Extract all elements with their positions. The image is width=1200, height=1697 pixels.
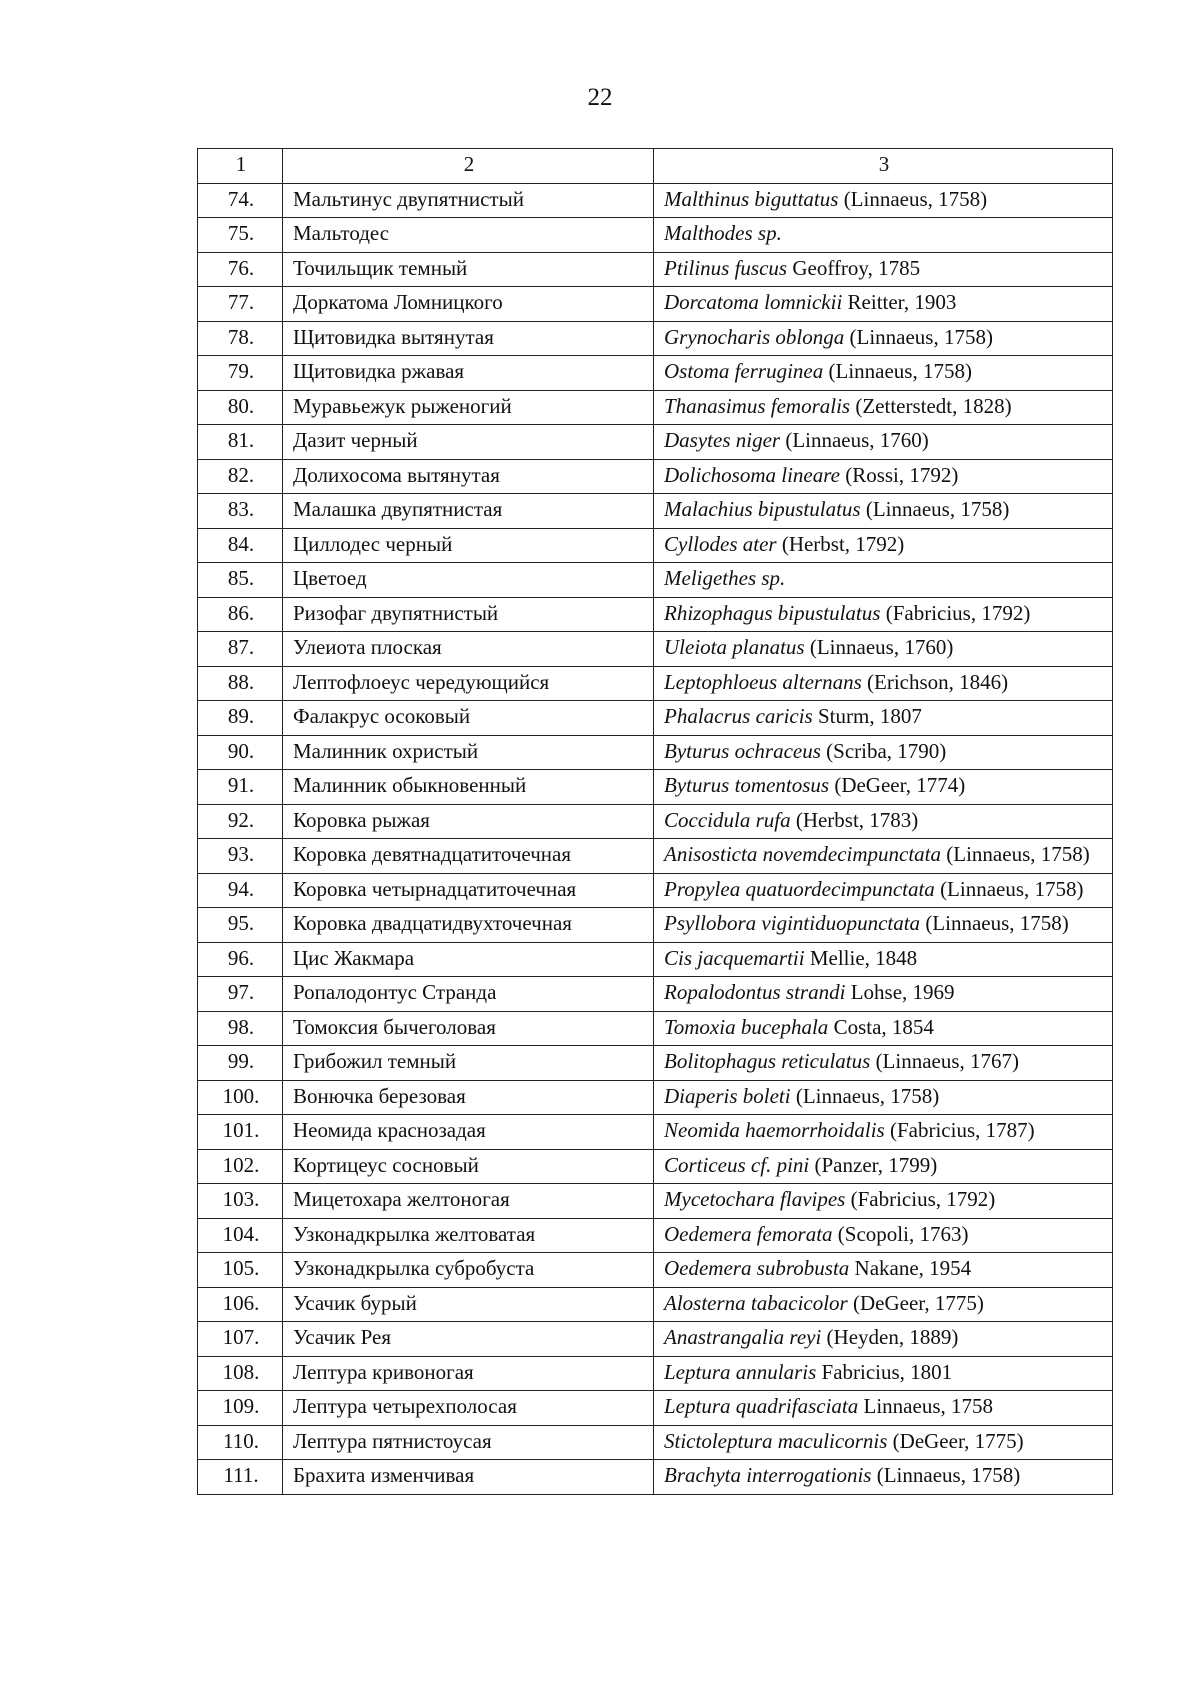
table-row	[198, 908, 1113, 943]
latin-name-cell	[654, 632, 1113, 667]
authority: (Linnaeus, 1758)	[941, 842, 1090, 866]
latin-name-cell	[654, 770, 1113, 805]
scientific-name: Dolichosoma lineare	[664, 462, 840, 487]
scientific-name: Leptura quadrifasciata	[664, 1394, 859, 1418]
latin-name-cell	[654, 356, 1113, 391]
authority: Fabricius, 1801	[816, 1359, 953, 1384]
latin-name-cell	[654, 666, 1113, 701]
table-row	[198, 1322, 1113, 1357]
row-number: 74.	[198, 183, 283, 218]
latin-name-cell	[654, 1253, 1113, 1288]
latin-name-cell	[654, 218, 1113, 253]
table-row	[198, 252, 1113, 287]
row-number: 108.	[198, 1356, 283, 1391]
scientific-name: Oedemera subrobusta	[664, 1256, 850, 1280]
russian-name: Малинник обыкновенный	[283, 770, 654, 805]
latin-name-cell	[654, 1011, 1113, 1046]
russian-name: Лептура кривоногая	[283, 1356, 654, 1391]
row-number: 100.	[198, 1080, 283, 1115]
row-number: 91.	[198, 770, 283, 805]
table-row	[198, 873, 1113, 908]
latin-name-cell	[654, 252, 1113, 287]
latin-name-cell	[654, 735, 1113, 770]
table-row	[198, 494, 1113, 529]
row-number: 94.	[198, 873, 283, 908]
russian-name: Щитовидка вытянутая	[283, 321, 654, 356]
latin-name-cell	[654, 873, 1113, 908]
row-number: 82.	[198, 459, 283, 494]
table-row	[198, 563, 1113, 598]
latin-name-cell	[654, 701, 1113, 736]
latin-name-cell	[654, 1080, 1113, 1115]
authority: (Herbst, 1783)	[790, 807, 919, 832]
russian-name: Щитовидка ржавая	[283, 356, 654, 391]
russian-name: Усачик Рея	[283, 1322, 654, 1357]
scientific-name: Alosterna tabacicolor	[664, 1290, 848, 1315]
row-number: 83.	[198, 494, 283, 529]
header-col-3: 3	[654, 149, 1113, 184]
table-row	[198, 770, 1113, 805]
authority: (Linnaeus, 1767)	[870, 1049, 1020, 1073]
latin-name-cell	[654, 183, 1113, 218]
table-row	[198, 321, 1113, 356]
scientific-name: Ostoma ferruginea	[664, 359, 824, 383]
russian-name: Кортицеус сосновый	[283, 1149, 654, 1184]
row-number: 77.	[198, 287, 283, 322]
row-number: 106.	[198, 1287, 283, 1322]
authority: Mellie, 1848	[804, 945, 918, 970]
table-row	[198, 1287, 1113, 1322]
row-number: 78.	[198, 321, 283, 356]
russian-name: Узконадкрылка субробуста	[283, 1253, 654, 1288]
scientific-name: Mycetochara flavipes	[664, 1187, 846, 1211]
table-row	[198, 1460, 1113, 1495]
russian-name: Коровка четырнадцатиточечная	[283, 873, 654, 908]
latin-name-cell	[654, 528, 1113, 563]
russian-name: Вонючка березовая	[283, 1080, 654, 1115]
row-number: 104.	[198, 1218, 283, 1253]
species-table	[197, 148, 1113, 1495]
table-row	[198, 632, 1113, 667]
row-number: 90.	[198, 735, 283, 770]
latin-name-cell	[654, 1046, 1113, 1081]
table-row	[198, 735, 1113, 770]
row-number: 80.	[198, 390, 283, 425]
russian-name: Томоксия бычеголовая	[283, 1011, 654, 1046]
scientific-name: Grynocharis oblonga	[664, 324, 845, 349]
table-row	[198, 1149, 1113, 1184]
authority: (Fabricius, 1792)	[845, 1187, 996, 1211]
russian-name: Цветоед	[283, 563, 654, 598]
row-number: 99.	[198, 1046, 283, 1081]
scientific-name: Tomoxia bucephala	[664, 1014, 829, 1039]
row-number: 81.	[198, 425, 283, 460]
table-row	[198, 356, 1113, 391]
russian-name: Ропалодонтус Странда	[283, 977, 654, 1012]
table-row	[198, 1184, 1113, 1219]
row-number: 95.	[198, 908, 283, 943]
scientific-name: Corticeus cf. pini	[664, 1152, 810, 1177]
table-row	[198, 839, 1113, 874]
authority: Linnaeus, 1758	[858, 1394, 993, 1418]
table-row	[198, 528, 1113, 563]
header-col-1: 1	[198, 149, 283, 184]
latin-name-cell	[654, 1115, 1113, 1150]
table-row	[198, 1046, 1113, 1081]
row-number: 105.	[198, 1253, 283, 1288]
scientific-name: Bolitophagus reticulatus	[664, 1049, 871, 1073]
table-row	[198, 1011, 1113, 1046]
authority: Lohse, 1969	[845, 980, 955, 1004]
row-number: 92.	[198, 804, 283, 839]
table-row	[198, 459, 1113, 494]
scientific-name: Oedemera femorata	[664, 1221, 833, 1246]
row-number: 96.	[198, 942, 283, 977]
scientific-name: Byturus tomentosus	[664, 773, 830, 797]
row-number: 89.	[198, 701, 283, 736]
row-number: 86.	[198, 597, 283, 632]
russian-name: Неомида краснозадая	[283, 1115, 654, 1150]
row-number: 103.	[198, 1184, 283, 1219]
authority: (Linnaeus, 1758)	[860, 497, 1010, 521]
russian-name: Брахита изменчивая	[283, 1460, 654, 1495]
russian-name: Точильщик темный	[283, 252, 654, 287]
row-number: 111.	[198, 1460, 283, 1495]
russian-name: Лептура четырехполосая	[283, 1391, 654, 1426]
authority: (Zetterstedt, 1828)	[850, 393, 1012, 418]
authority: Geoffroy, 1785	[787, 255, 921, 280]
authority: (Heyden, 1889)	[821, 1325, 959, 1349]
table-row	[198, 666, 1113, 701]
russian-name: Малинник охристый	[283, 735, 654, 770]
latin-name-cell	[654, 1356, 1113, 1391]
table-row	[198, 942, 1113, 977]
latin-name-cell	[654, 287, 1113, 322]
scientific-name: Cyllodes ater	[664, 531, 777, 556]
table-row	[198, 701, 1113, 736]
russian-name: Лептофлоеус чередующийся	[283, 666, 654, 701]
latin-name-cell	[654, 1184, 1113, 1219]
scientific-name: Ptilinus fuscus	[664, 255, 788, 280]
table-row	[198, 597, 1113, 632]
authority: (Linnaeus, 1758)	[934, 876, 1084, 901]
row-number: 109.	[198, 1391, 283, 1426]
authority: (DeGeer, 1775)	[887, 1428, 1024, 1453]
scientific-name: Stictoleptura maculicornis	[664, 1428, 888, 1453]
authority: (Linnaeus, 1758)	[790, 1083, 940, 1108]
russian-name: Ризофаг двупятнистый	[283, 597, 654, 632]
scientific-name: Psyllobora vigintiduopunctata	[664, 911, 921, 935]
latin-name-cell	[654, 425, 1113, 460]
russian-name: Доркатома Ломницкого	[283, 287, 654, 322]
latin-name-cell	[654, 1287, 1113, 1322]
row-number: 93.	[198, 839, 283, 874]
scientific-name: Anisosticta novemdecimpunctata	[664, 842, 942, 866]
row-number: 107.	[198, 1322, 283, 1357]
latin-name-cell	[654, 1460, 1113, 1495]
latin-name-cell	[654, 597, 1113, 632]
authority: (Fabricius, 1792)	[880, 600, 1031, 625]
table-row	[198, 804, 1113, 839]
scientific-name: Brachyta interrogationis	[664, 1463, 872, 1487]
scientific-name: Dorcatoma lomnickii	[664, 290, 843, 314]
latin-name-cell	[654, 494, 1113, 529]
russian-name: Грибожил темный	[283, 1046, 654, 1081]
table-row	[198, 425, 1113, 460]
russian-name: Мицетохара желтоногая	[283, 1184, 654, 1219]
latin-name-cell	[654, 942, 1113, 977]
authority: (Erichson, 1846)	[861, 669, 1009, 694]
table-row	[198, 1218, 1113, 1253]
latin-name-cell	[654, 390, 1113, 425]
russian-name: Коровка девятнадцатиточечная	[283, 839, 654, 874]
scientific-name: Thanasimus femoralis	[664, 393, 851, 418]
authority: (Fabricius, 1787)	[884, 1118, 1035, 1142]
scientific-name: Ropalodontus strandi	[664, 980, 846, 1004]
header-col-2: 2	[283, 149, 654, 184]
latin-name-cell	[654, 1218, 1113, 1253]
latin-name-cell	[654, 1322, 1113, 1357]
scientific-name: Meligethes sp.	[664, 566, 786, 590]
russian-name: Мальтинус двупятнистый	[283, 183, 654, 218]
table-row	[198, 183, 1113, 218]
scientific-name: Anastrangalia reyi	[664, 1325, 822, 1349]
latin-name-cell	[654, 908, 1113, 943]
russian-name: Фалакрус осоковый	[283, 701, 654, 736]
scientific-name: Dasytes niger	[664, 428, 781, 452]
row-number: 84.	[198, 528, 283, 563]
scientific-name: Diaperis boleti	[664, 1083, 791, 1108]
table-row	[198, 1391, 1113, 1426]
russian-name: Дазит черный	[283, 425, 654, 460]
scientific-name: Malachius bipustulatus	[664, 497, 861, 521]
table-header-row	[198, 149, 1113, 184]
authority: (Scopoli, 1763)	[832, 1221, 969, 1246]
row-number: 76.	[198, 252, 283, 287]
authority: (Rossi, 1792)	[839, 462, 959, 487]
scientific-name: Malthinus biguttatus	[664, 186, 839, 211]
authority: (Linnaeus, 1758)	[823, 359, 972, 383]
page-number: 22	[587, 84, 613, 111]
row-number: 79.	[198, 356, 283, 391]
scientific-name: Rhizophagus bipustulatus	[664, 600, 881, 625]
authority: (Linnaeus, 1758)	[838, 186, 988, 211]
row-number: 98.	[198, 1011, 283, 1046]
row-number: 97.	[198, 977, 283, 1012]
table-row	[198, 1253, 1113, 1288]
row-number: 101.	[198, 1115, 283, 1150]
latin-name-cell	[654, 1425, 1113, 1460]
row-number: 88.	[198, 666, 283, 701]
table-row	[198, 1425, 1113, 1460]
scientific-name: Leptura annularis	[664, 1359, 817, 1384]
row-number: 110.	[198, 1425, 283, 1460]
table-row	[198, 1356, 1113, 1391]
russian-name: Цис Жакмара	[283, 942, 654, 977]
russian-name: Муравьежук рыженогий	[283, 390, 654, 425]
russian-name: Малашка двупятнистая	[283, 494, 654, 529]
authority: Nakane, 1954	[849, 1256, 972, 1280]
row-number: 85.	[198, 563, 283, 598]
authority: Sturm, 1807	[812, 704, 922, 728]
latin-name-cell	[654, 1149, 1113, 1184]
authority: (Linnaeus, 1758)	[920, 911, 1069, 935]
table-row	[198, 977, 1113, 1012]
scientific-name: Uleiota planatus	[664, 635, 805, 659]
authority: (Linnaeus, 1760)	[804, 635, 954, 659]
latin-name-cell	[654, 321, 1113, 356]
russian-name: Коровка рыжая	[283, 804, 654, 839]
russian-name: Улеиота плоская	[283, 632, 654, 667]
russian-name: Усачик бурый	[283, 1287, 654, 1322]
russian-name: Лептура пятнистоусая	[283, 1425, 654, 1460]
authority: Reitter, 1903	[842, 290, 957, 314]
russian-name: Коровка двадцатидвухточечная	[283, 908, 654, 943]
scientific-name: Leptophloeus alternans	[664, 669, 862, 694]
russian-name: Узконадкрылка желтоватая	[283, 1218, 654, 1253]
scientific-name: Phalacrus caricis	[664, 704, 813, 728]
russian-name: Долихосома вытянутая	[283, 459, 654, 494]
scientific-name: Byturus ochraceus	[664, 738, 821, 763]
latin-name-cell	[654, 804, 1113, 839]
row-number: 87.	[198, 632, 283, 667]
russian-name: Мальтодес	[283, 218, 654, 253]
authority: (Linnaeus, 1758)	[871, 1463, 1021, 1487]
row-number: 102.	[198, 1149, 283, 1184]
authority: (Herbst, 1792)	[776, 531, 905, 556]
table-row	[198, 390, 1113, 425]
authority: Costa, 1854	[828, 1014, 934, 1039]
table-row	[198, 218, 1113, 253]
scientific-name: Coccidula rufa	[664, 807, 791, 832]
latin-name-cell	[654, 1391, 1113, 1426]
table-row	[198, 287, 1113, 322]
table-row	[198, 1115, 1113, 1150]
scientific-name: Propylea quatuordecimpunctata	[664, 876, 935, 901]
authority: (Linnaeus, 1760)	[780, 428, 929, 452]
scientific-name: Malthodes sp.	[664, 221, 782, 245]
russian-name: Циллодес черный	[283, 528, 654, 563]
authority: (DeGeer, 1774)	[829, 773, 966, 797]
authority: (Panzer, 1799)	[809, 1152, 938, 1177]
scientific-name: Cis jacquemartii	[664, 945, 805, 970]
authority: (Linnaeus, 1758)	[844, 324, 993, 349]
scientific-name: Neomida haemorrhoidalis	[664, 1118, 885, 1142]
latin-name-cell	[654, 563, 1113, 598]
row-number: 75.	[198, 218, 283, 253]
latin-name-cell	[654, 459, 1113, 494]
latin-name-cell	[654, 977, 1113, 1012]
table-row	[198, 1080, 1113, 1115]
authority: (DeGeer, 1775)	[847, 1290, 984, 1315]
authority: (Scriba, 1790)	[820, 738, 947, 763]
latin-name-cell	[654, 839, 1113, 874]
